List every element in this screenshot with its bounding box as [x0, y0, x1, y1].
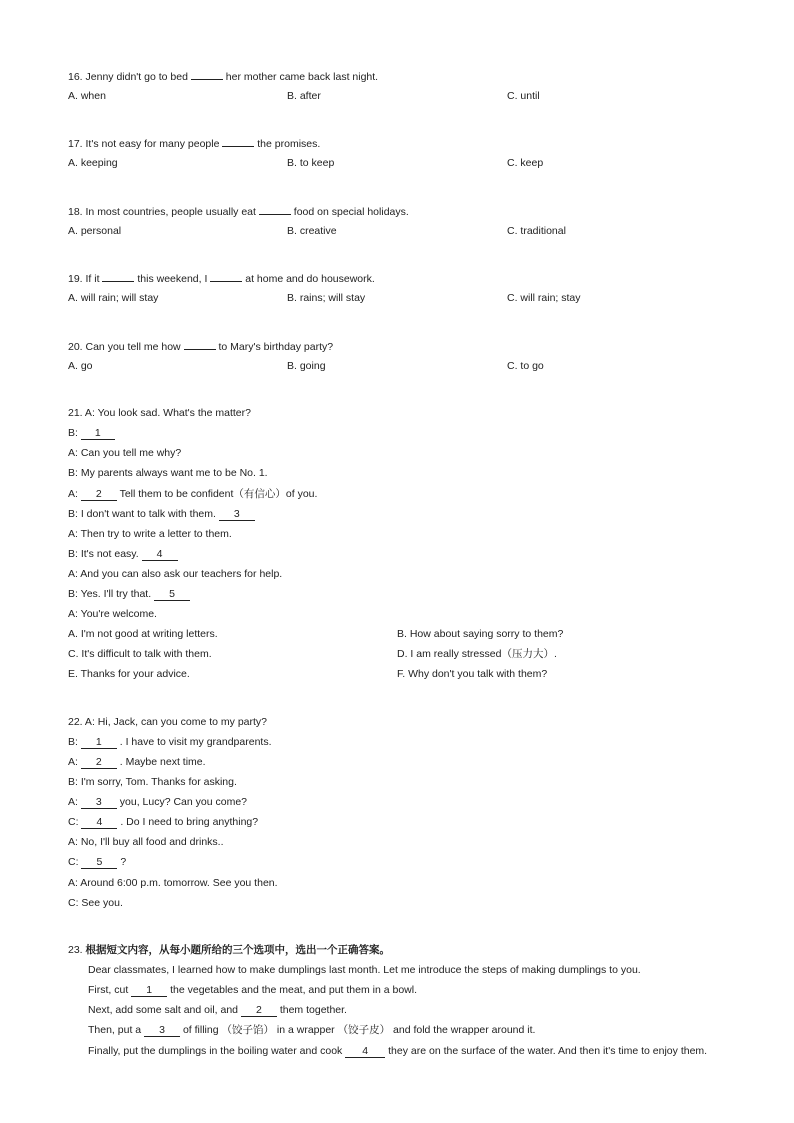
- q21-option-a: A. I'm not good at writing letters.: [68, 628, 218, 640]
- q21-option-b: B. How about saying sorry to them?: [397, 628, 564, 640]
- q21-option-f: F. Why don't you talk with them?: [397, 668, 548, 680]
- blank-number: 2: [81, 756, 117, 769]
- q22-line-5: A: 3 you, Lucy? Can you come?: [68, 796, 248, 808]
- q18-option-c: C. traditional: [507, 225, 566, 237]
- q16-option-a: A. when: [68, 90, 106, 102]
- answer-blank: [222, 136, 254, 147]
- question-20-stem: 20. Can you tell me how to Mary's birthday party?: [68, 341, 334, 353]
- answer-blank: [259, 204, 291, 215]
- question-16-stem: 16. Jenny didn't go to bed her mother came back last night.: [68, 71, 379, 83]
- blank-number: 3: [81, 796, 117, 809]
- q22-line-3: A: 2 . Maybe next time.: [68, 756, 206, 768]
- question-19-stem: 19. If it this weekend, I at home and do housework.: [68, 273, 375, 285]
- blank-number: 3: [219, 508, 255, 521]
- answer-blank: [191, 69, 223, 80]
- q23-paragraph-5: Finally, put the dumplings in the boiling water and cook 4 they are on the surface of the water. And then it's time to enjoy them.: [88, 1045, 708, 1057]
- q18-option-b: B. creative: [287, 225, 337, 237]
- q22-line-4: B: I'm sorry, Tom. Thanks for asking.: [68, 776, 237, 788]
- q21-line-4: B: My parents always want me to be No. 1.: [68, 467, 268, 479]
- q23-paragraph-2: First, cut 1 the vegetables and the meat, and put them in a bowl.: [88, 984, 418, 996]
- q21-option-d: D. I am really stressed（压力大）.: [397, 648, 557, 660]
- q21-line-6: B: I don't want to talk with them. 3: [68, 507, 255, 521]
- q22-line-1: 22. A: Hi, Jack, can you come to my party?: [68, 716, 268, 728]
- q23-paragraph-1: Dear classmates, I learned how to make dumplings last month. Let me introduce the steps of making dumplings to you.: [88, 964, 641, 976]
- blank-number: 4: [142, 548, 178, 561]
- blank-number: 5: [81, 856, 117, 869]
- q21-line-2: B: 1: [68, 426, 115, 440]
- q16-option-c: C. until: [507, 90, 540, 102]
- q21-line-9: A: And you can also ask our teachers for help.: [68, 568, 283, 580]
- q21-line-10: B: Yes. I'll try that. 5: [68, 587, 190, 601]
- answer-blank: [184, 339, 216, 350]
- q21-line-8: B: It's not easy. 4: [68, 547, 178, 561]
- q23-heading: 23. 根据短文内容，从每小题所给的三个选项中，选出一个正确答案。: [68, 944, 391, 956]
- q21-line-3: A: Can you tell me why?: [68, 447, 182, 459]
- q21-line-5: A: 2 Tell them to be confident（有信心）of you.: [68, 488, 318, 500]
- q20-option-a: A. go: [68, 360, 93, 372]
- blank-number: 2: [81, 488, 117, 501]
- blank-number: 4: [81, 816, 117, 829]
- q17-option-b: B. to keep: [287, 157, 335, 169]
- blank-number: 1: [81, 427, 115, 440]
- q23-paragraph-3: Next, add some salt and oil, and 2 them together.: [88, 1004, 347, 1016]
- blank-number: 1: [131, 984, 167, 997]
- q21-line-11: A: You're welcome.: [68, 608, 157, 620]
- q19-option-b: B. rains; will stay: [287, 292, 366, 304]
- answer-blank: [210, 271, 242, 282]
- question-17-stem: 17. It's not easy for many people the promises.: [68, 138, 321, 150]
- question-18-stem: 18. In most countries, people usually eat food on special holidays.: [68, 206, 409, 218]
- q17-option-a: A. keeping: [68, 157, 118, 169]
- q22-line-9: A: Around 6:00 p.m. tomorrow. See you then.: [68, 877, 278, 889]
- q18-option-a: A. personal: [68, 225, 122, 237]
- blank-number: 5: [154, 588, 190, 601]
- q20-option-b: B. going: [287, 360, 326, 372]
- q22-line-7: A: No, I'll buy all food and drinks..: [68, 836, 224, 848]
- answer-blank: [102, 271, 134, 282]
- q22-line-8: C: 5 ?: [68, 856, 127, 868]
- q16-option-b: B. after: [287, 90, 321, 102]
- blank-number: 3: [144, 1024, 180, 1037]
- q23-paragraph-4: Then, put a 3 of filling （饺子馅） in a wrapper （饺子皮） and fold the wrapper around it.: [88, 1024, 536, 1036]
- q19-option-c: C. will rain; stay: [507, 292, 581, 304]
- blank-number: 1: [81, 736, 117, 749]
- q17-option-c: C. keep: [507, 157, 544, 169]
- q21-line-1: 21. A: You look sad. What's the matter?: [68, 407, 251, 419]
- q22-line-10: C: See you.: [68, 897, 123, 909]
- blank-number: 4: [345, 1045, 385, 1058]
- q21-option-c: C. It's difficult to talk with them.: [68, 648, 212, 660]
- q20-option-c: C. to go: [507, 360, 544, 372]
- q21-line-7: A: Then try to write a letter to them.: [68, 528, 232, 540]
- q22-line-6: C: 4 . Do I need to bring anything?: [68, 816, 259, 828]
- q19-option-a: A. will rain; will stay: [68, 292, 159, 304]
- q21-option-e: E. Thanks for your advice.: [68, 668, 190, 680]
- q22-line-2: B: 1 . I have to visit my grandparents.: [68, 736, 272, 748]
- blank-number: 2: [241, 1004, 277, 1017]
